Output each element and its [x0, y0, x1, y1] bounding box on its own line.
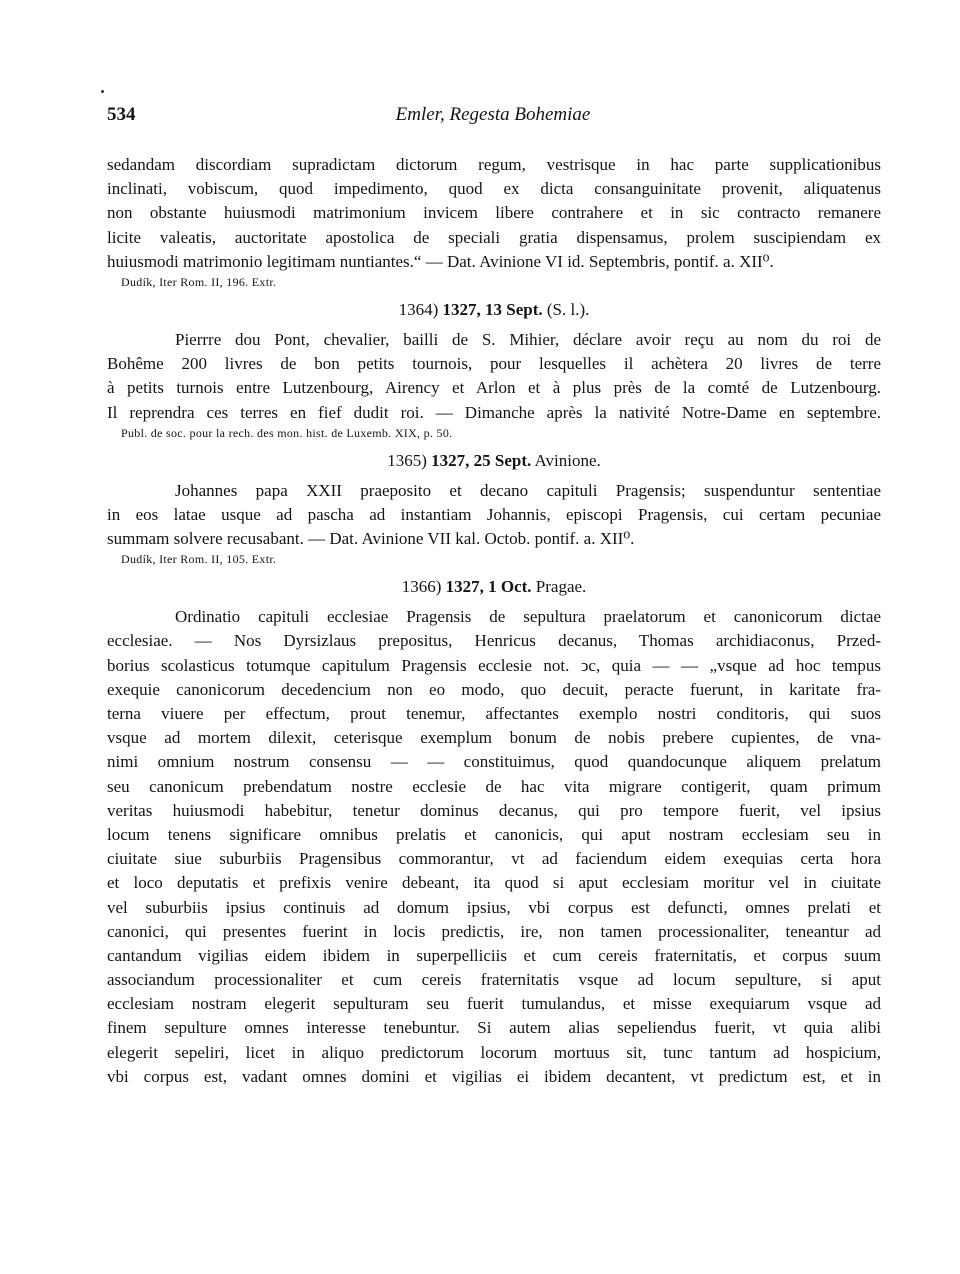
entry-heading	[107, 298, 881, 322]
entry-place: (S. l.).	[546, 299, 590, 319]
entry-paragraph	[107, 605, 881, 1089]
text-line: à petits turnois entre Lutzenbourg, Airency et Arlon et à plus près de la comté de Lutzenbourg.	[107, 378, 881, 398]
body-text	[107, 153, 881, 1089]
source-citation: Publ. de soc. pour la rech. des mon. hist. de Luxemb. XIX, p. 50.	[121, 425, 453, 440]
text-line: summam solvere recusabant. — Dat. Avinione VII kal. Octob. pontif. a. XII⁰.	[107, 529, 635, 549]
text-line: et loco deputatis et prefixis venire debeant, ita quod si aput ecclesiam moritur vel in ciuitate	[107, 873, 881, 893]
text-line: in eos latae usque ad pascha ad instantiam Johannis, episcopi Pragensis, cui certam pecuniae	[107, 504, 881, 524]
text-line: Bohême 200 livres de bon petits tournois, pour lesquelles il achètera 20 livres de terre	[107, 354, 881, 374]
text-line: locum tenens significare omnibus prelatis et canonicis, qui aput nostram ecclesiam seu in	[107, 824, 881, 844]
text-line: seu canonicum prebendatum nostre ecclesie de hac vita migrare contigerit, quam primum	[107, 776, 881, 796]
text-line: elegerit sepeliri, licet in aliquo predictorum locorum mortuus sit, tunc tantum ad hospicium,	[107, 1042, 881, 1062]
text-line: cantandum vigilias eidem ibidem in superpelliciis et cum cereis fraternitatis, et corpus suum	[107, 945, 881, 965]
entry-heading	[107, 575, 881, 599]
text-line: vbi corpus est, vadant omnes domini et vigilias ei ibidem decantent, vt predictum est, et in	[107, 1066, 881, 1086]
page-number: 534	[107, 104, 136, 125]
page-header	[107, 104, 879, 130]
source-citation: Dudík, Iter Rom. II, 196. Extr.	[121, 274, 277, 289]
text-line: borius scolasticus totumque capitulum Pragensis ecclesie not. ↄc, quia — — „vsque ad hoc tempus	[107, 655, 881, 675]
entry-paragraph	[107, 328, 881, 425]
entry-date: 1327, 25 Sept.	[431, 450, 532, 470]
text-line: finem sepulture omnes interesse tenebuntur. Si autem alias sepeliendus fuerit, vt quia alibi	[107, 1018, 881, 1038]
entry-number: 1365)	[387, 450, 427, 470]
text-line: vel suburbiis ipsius continuis ad domum ipsius, vbi corpus est defuncti, omnes prelati et	[107, 897, 881, 917]
text-line: non obstante huiusmodi matrimonium invicem libere contrahere et in sic contracto remanere	[107, 203, 881, 223]
text-line: Johannes papa XXII praeposito et decano capituli Pragensis; suspenduntur sententiae	[175, 480, 881, 500]
print-mark	[101, 90, 104, 93]
entry-heading	[107, 449, 881, 473]
text-line: Pierrre dou Pont, chevalier, bailli de S. Mihier, déclare avoir reçu au nom du roi de	[175, 329, 881, 349]
text-line: vsque ad mortem dilexit, ceterisque exemplum bonum de nobis prebere cupientes, de vna-	[107, 728, 881, 748]
text-line: exequie canonicorum decedencium non eo modo, quo decuit, peracte fuerunt, in karitate fra-	[107, 679, 881, 699]
text-line: licite valeatis, auctoritate apostolica de speciali gratia dispensamus, prolem suscipiendam ex	[107, 227, 881, 247]
entry-date: 1327, 13 Sept.	[442, 299, 543, 319]
text-line: canonici, qui presentes fuerint in locis predictis, ire, non tamen processionaliter, teneantur ad	[107, 921, 881, 941]
text-line: Ordinatio capituli ecclesiae Pragensis de sepultura praelatorum et canonicorum dictae	[175, 607, 881, 627]
text-line: associandum processionaliter et cum cereis fraternitatis vsque ad locum sepulture, si aput	[107, 970, 881, 990]
text-line: Il reprendra ces terres en fief dudit roi. — Dimanche après la nativité Notre-Dame en septembre.	[107, 402, 881, 422]
text-line: ecclesiae. — Nos Dyrsizlaus prepositus, Henricus decanus, Thomas archidiaconus, Przed-	[107, 631, 881, 651]
running-title: Emler, Regesta Bohemiae	[395, 104, 591, 125]
intro-paragraph	[107, 153, 881, 274]
text-line: inclinati, vobiscum, quod impedimento, quod ex dicta consanguinitate provenit, aliquatenus	[107, 179, 881, 199]
entry-place: Avinione.	[534, 450, 601, 470]
entry-number: 1364)	[398, 299, 439, 319]
entry-place: Pragae.	[535, 577, 587, 597]
entry-number: 1366)	[401, 577, 442, 597]
text-line: ciuitate siue suburbiis Pragensibus commorantur, vt ad faciendum eidem exequias certa hora	[107, 849, 881, 869]
entry-paragraph	[107, 479, 881, 552]
text-line: ecclesiam nostram elegerit sepulturam seu fuerit tumulandus, et misse exequiarum vsque ad	[107, 994, 881, 1014]
text-line: nimi omnium nostrum consensu — — constituimus, quod quandocunque aliquem prelatum	[107, 752, 881, 772]
entry-date: 1327, 1 Oct.	[445, 577, 532, 597]
text-line: veritas huiusmodi habebitur, tenetur dominus decanus, qui pro tempore fuerit, vel ipsius	[107, 800, 881, 820]
text-line: sedandam discordiam supradictam dictorum regum, vestrisque in hac parte supplicationibus	[107, 155, 881, 174]
source-citation: Dudík, Iter Rom. II, 105. Extr.	[121, 552, 277, 567]
text-line: huiusmodi matrimonio legitimam nuntiantes.“ — Dat. Avinione VI id. Septembris, pontif. a. XII⁰.	[107, 251, 774, 271]
text-line: terna viuere per effectum, prout tenemur, affectantes exemplo nostri conditoris, qui suos	[107, 704, 881, 723]
